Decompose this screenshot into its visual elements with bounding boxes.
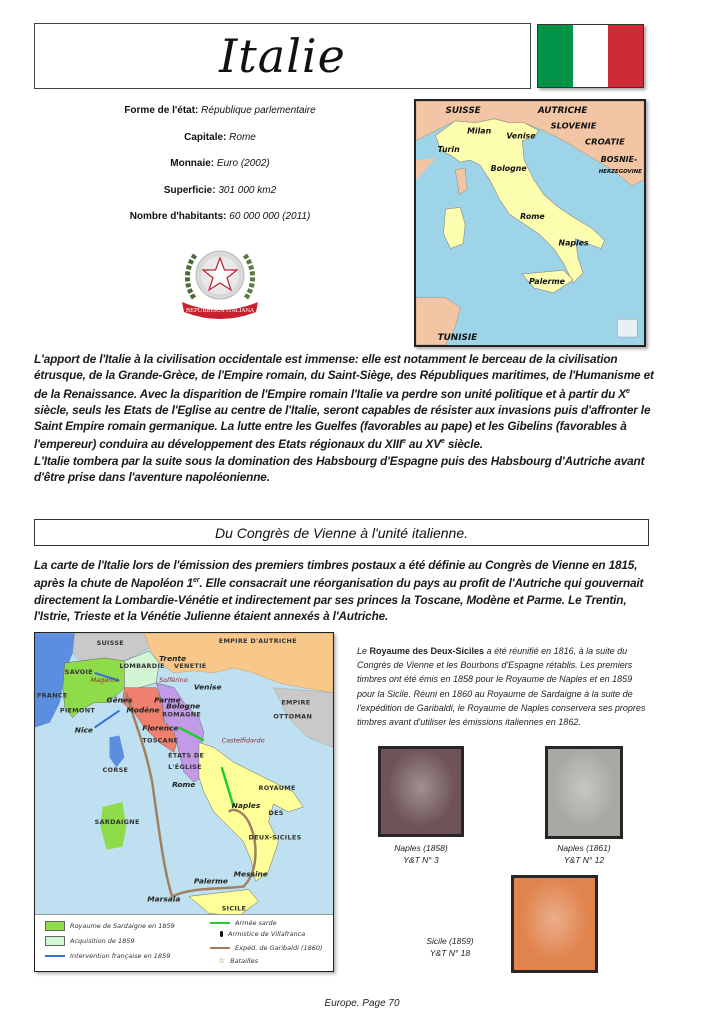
battle-solferino: Solférino xyxy=(159,675,188,684)
legend-item xyxy=(45,921,175,931)
map-modern-italy xyxy=(414,99,646,347)
city-venise: Venise xyxy=(193,682,222,692)
section-paragraph xyxy=(34,557,654,624)
legend-label: Armée sarde xyxy=(235,919,277,927)
text-run: L'apport de l'Italie à la civilisation occidentale est immense: elle est notamment le berceau de la civilisation étrusque, de la Grande-Grèce, de l'Empire romain, du Saint-Siège, des Républiques maritimes, de l'Humanisme et de la Renaissance. Avec la disparition de l'Empire romain l'Italie va perdre son unité politique et à partir du X xyxy=(34,352,654,401)
legend-swatch xyxy=(45,921,65,931)
city-messine: Messine xyxy=(233,869,268,879)
city-bologne: Bologne xyxy=(490,163,527,173)
text-run: siècle, seuls les Etats de l'Eglise au centre de l'Italie, seront capables de résister aux invasions puis d'affronter le Saint Empire romain germanique. La lutte entre les Guelfes (favorables au pape) et les Gibelins (favorables à l'empereur) conduira au développement des Etats régionaux du XIII xyxy=(34,402,651,452)
fact-label: Superficie: xyxy=(163,184,216,196)
region-deux-siciles: DEUX-SICILES xyxy=(248,833,302,842)
fact-population xyxy=(110,210,330,237)
legend-item xyxy=(210,919,277,927)
city-venise: Venise xyxy=(506,131,536,141)
fact-label: Forme de l'état: xyxy=(124,105,199,116)
page-footer: Europe. Page 70 xyxy=(324,998,400,1009)
country-facts xyxy=(110,104,330,237)
label-croatie: CROATIE xyxy=(585,136,625,147)
bold-term: Royaume des Deux-Siciles xyxy=(369,646,485,656)
label-autriche: AUTRICHE xyxy=(537,105,588,116)
superscript: e xyxy=(402,438,406,446)
city-naples: Naples xyxy=(558,238,589,248)
fact-value: République parlementaire xyxy=(201,105,316,116)
text-run: . Elle consacrait une réorganisation du pays au profit de l'Autriche qui gouvernait directement la Lombardie-Vénétie et indirectement par ses princes la Toscane, Modène et Parme. Le Trentin, l'Istrie, Trieste et la Vénétie Julienne étaient annexés à l'Autriche. xyxy=(34,576,644,623)
region-sicile: SICILE xyxy=(221,904,247,913)
fact-currency xyxy=(110,157,330,184)
region-eglise: L'ÉGLISE xyxy=(168,763,202,772)
label-bosnie: BOSNIE- xyxy=(600,155,638,165)
city-bologne: Bologne xyxy=(166,701,201,711)
section-title: Du Congrès de Vienne à l'unité italienne. xyxy=(214,524,469,541)
oak-branch-icon xyxy=(187,254,196,298)
region-sardaigne: SARDAIGNE xyxy=(94,817,140,826)
label-tunisie: TUNISIE xyxy=(437,332,478,343)
legend-item xyxy=(220,930,305,938)
city-marsala: Marsala xyxy=(147,894,181,904)
legend-item xyxy=(45,952,170,960)
fact-value: 60 000 000 (2011) xyxy=(229,211,311,222)
legend-swatch xyxy=(45,936,65,946)
city-florence: Florence xyxy=(142,723,179,733)
fact-label: Nombre d'habitants: xyxy=(129,211,227,222)
region-lombardie: LOMBARDIE xyxy=(119,661,165,670)
legend-item xyxy=(210,944,323,952)
city-genes: Gênes xyxy=(106,695,133,705)
stamp-name: Naples (1861) xyxy=(557,843,611,853)
region-corse: CORSE xyxy=(102,766,129,775)
star-icon: ☆ xyxy=(218,956,226,965)
city-rome: Rome xyxy=(520,212,545,222)
stamp-name: Sicile (1859) xyxy=(426,936,474,946)
city-palerme: Palerme xyxy=(529,276,566,286)
legend-label: Batailles xyxy=(230,956,258,965)
fact-area xyxy=(110,184,330,211)
arrow-icon xyxy=(45,955,65,957)
text-run: au XV xyxy=(405,437,441,452)
text-run: La carte de l'Italie lors de l'émission des premiers timbres postaux a été définie au Congrès de Vienne en 1815, après la chute de Napoléon 1 xyxy=(34,558,638,591)
fact-value: 301 000 km2 xyxy=(218,184,277,196)
stamp-name: Naples (1858) xyxy=(394,843,448,853)
stamp-ref: Y&T N° 3 xyxy=(403,855,439,865)
superscript: er xyxy=(193,577,200,585)
flag-red-stripe xyxy=(608,25,643,87)
superscript: e xyxy=(626,387,630,395)
stamp-ref: Y&T N° 18 xyxy=(429,948,471,958)
city-turin: Turin xyxy=(437,145,460,155)
stamp-caption xyxy=(378,842,464,866)
stamp-ref: Y&T N° 12 xyxy=(563,855,605,865)
city-parme: Parme xyxy=(154,695,181,705)
title-box xyxy=(34,23,531,89)
region-suisse: SUISSE xyxy=(96,639,125,648)
legend-item xyxy=(218,956,258,965)
ribbon-text: REPUBBLICA ITALIANA xyxy=(185,308,255,314)
region-savoie: SAVOIE xyxy=(64,667,93,676)
fact-value: Rome xyxy=(229,131,256,143)
city-palerme: Palerme xyxy=(193,876,228,886)
text-run: siècle. xyxy=(444,437,483,452)
italian-flag xyxy=(537,24,644,88)
label-suisse: SUISSE xyxy=(445,105,481,116)
legend-item xyxy=(45,936,135,946)
legend-label: Royaume de Sardaigne en 1859 xyxy=(70,922,175,930)
fact-label: Capitale: xyxy=(184,131,227,143)
region-piemont: PIEMONT xyxy=(59,706,96,715)
region-toscane: TOSCANE xyxy=(142,736,179,745)
region-france: FRANCE xyxy=(36,691,68,700)
stamp-image xyxy=(548,749,620,836)
battle-castelfidardo: Castelfidardo xyxy=(221,736,265,745)
intro-paragraph-1 xyxy=(34,351,654,453)
legend-label: Acquisition de 1859 xyxy=(70,937,135,945)
stamp-caption xyxy=(410,935,490,959)
page-title: Italie xyxy=(219,29,346,83)
diamond-icon xyxy=(220,931,223,937)
arrow-icon xyxy=(210,922,230,924)
battle-magenta: Magenta xyxy=(90,675,119,684)
stamp-image xyxy=(381,749,461,834)
text-run: a été réunifié en 1816, à la suite du Congrès de Vienne et les Bourbons d'Espagne rétablis. Les premiers timbres ont été émis en 1858 pour le Royaume de Naples et en 1859 pour la Sicile. Réuni en 1860 au Royaume de Sardaigne à la suite de l'expédition de Garibaldi, le Royaume de Naples conservera ses propres timbres avant d'utiliser les émissions italiennes en 1862. xyxy=(357,646,646,728)
city-trente: Trente xyxy=(159,653,187,663)
map-historic-italy xyxy=(34,632,334,972)
flag-green-stripe xyxy=(538,25,573,87)
section-text xyxy=(34,557,654,624)
flag-white-stripe xyxy=(573,25,608,87)
region-etats-de: ÉTATS DE xyxy=(168,751,205,760)
region-royaume: ROYAUME xyxy=(258,784,296,793)
label-slovenie: SLOVENIE xyxy=(550,120,597,131)
stamp-sicile-1859 xyxy=(511,875,598,973)
map-legend xyxy=(35,914,333,971)
superscript: e xyxy=(440,438,445,446)
olive-branch-icon xyxy=(244,254,253,298)
region-empire-autriche: EMPIRE D'AUTRICHE xyxy=(218,637,297,646)
label-herzegovine: HERZEGOVINE xyxy=(598,168,642,175)
intro-text xyxy=(34,351,654,485)
city-modene: Modène xyxy=(126,705,160,715)
fact-government xyxy=(110,104,330,131)
stamp-naples-1858 xyxy=(378,746,464,837)
fact-capital xyxy=(110,131,330,158)
city-milan: Milan xyxy=(467,126,492,136)
arrow-icon xyxy=(210,947,230,949)
section-header xyxy=(34,519,649,546)
intro-paragraph-2: L'Italie tombera par la suite sous la domination des Habsbourg d'Espagne puis des Habsbourg d'Autriche avant d'être prise dans l'aventure napoléonienne. xyxy=(34,453,645,484)
stamp-naples-1861 xyxy=(545,746,623,839)
region-des: DES xyxy=(268,808,284,817)
legend-label: Expéd. de Garibaldi (1860) xyxy=(235,944,323,952)
fact-label: Monnaie: xyxy=(170,158,215,169)
region-empire: EMPIRE xyxy=(281,698,311,707)
stamp-image xyxy=(514,878,595,970)
city-rome: Rome xyxy=(172,780,196,790)
region-venetie: VENETIE xyxy=(174,661,207,670)
emblem-of-italy xyxy=(176,240,264,320)
legend-label: Armistice de Villafranca xyxy=(228,930,306,938)
region-romagne: ROMAGNE xyxy=(162,710,202,719)
fact-value: Euro (2002) xyxy=(216,158,270,169)
city-nice: Nice xyxy=(74,725,93,735)
city-naples: Naples xyxy=(231,800,261,810)
stamp-caption xyxy=(545,842,623,866)
legend-label: Intervention française en 1859 xyxy=(70,952,171,960)
text-run: Le xyxy=(357,646,370,656)
deux-siciles-description xyxy=(357,644,647,729)
region-ottoman: OTTOMAN xyxy=(273,712,313,721)
